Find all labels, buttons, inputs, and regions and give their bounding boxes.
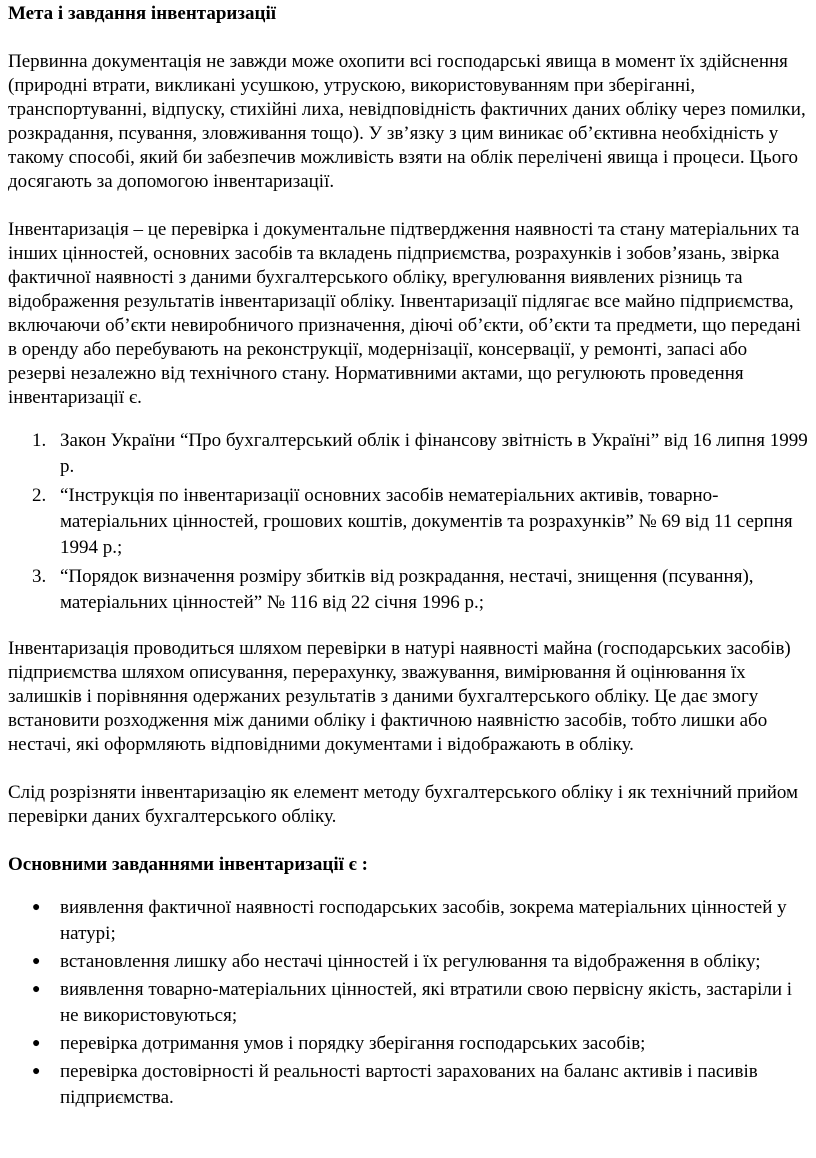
list-item-text: Закон України “Про бухгалтерський облік і фінансову звітність в Україні” від 16 липня 1999 р.	[60, 430, 808, 477]
bullet-icon: ●	[32, 1064, 41, 1079]
paragraph-inventory-definition: Інвентаризація – це перевірка і документальне підтвердження наявності та стану матеріальних та інших цінностей, основних засобів та вкладень підприємства, розрахунків і зобов’язань, звірка фактичної наявності з даними бухгалтерського обліку, врегулювання виявлених різниць та відображення результатів інвентаризації обліку. Інвентаризації підлягає все майно підприємства, включаючи об’єкти невиробничого призначення, діючі об’єкти, об’єкти та предмети, що передані в оренду або перебувають на реконструкції, модернізації, консервації, у ремонті, запасі або резерві незалежно від технічного стану. Нормативними актами, що регулюють проведення інвентаризації є.	[8, 219, 801, 408]
list-item-number: 3.	[32, 566, 47, 587]
list-item	[8, 949, 808, 975]
list-item-text: встановлення лишку або нестачі цінностей і їх регулювання та відображення в обліку;	[60, 951, 761, 972]
document-title: Мета і завдання інвентаризації	[8, 3, 277, 24]
bullet-icon: ●	[32, 954, 41, 969]
list-item	[8, 1059, 808, 1111]
bullet-icon: ●	[32, 900, 41, 915]
list-item-text: виявлення товарно-матеріальних цінностей, які втратили свою первісну якість, застаріли і не використовуються;	[60, 979, 793, 1026]
list-item-text: “Інструкція по інвентаризації основних засобів нематеріальних активів, товарно-матеріальних цінностей, грошових коштів, документів та розрахунків” № 69 від 11 серпня 1994 р.;	[60, 485, 793, 558]
list-item-text: перевірка достовірності й реальності вартості зарахованих на баланс активів і пасивів підприємства.	[60, 1061, 758, 1108]
list-item	[8, 564, 808, 616]
list-item-number: 1.	[32, 430, 47, 451]
tasks-heading: Основними завданнями інвентаризації є :	[8, 854, 368, 875]
paragraph-primary-documentation: Первинна документація не завжди може охопити всі господарські явища в момент їх здійснення (природні втрати, викликані усушкою, утрускою, використовуванням при зберіганні, транспортуванні, відпуску, стихійні лиха, невідповідність фактичних даних обліку через помилки, розкрадання, псування, зловживання тощо). У зв’язку з цим виникає об’єктивна необхідність у такому способі, який би забезпечив можливість взяти на облік перелічені явища і процеси. Цього досягають за допомогою інвентаризації.	[8, 51, 806, 192]
bullet-icon: ●	[32, 982, 41, 997]
list-item	[8, 895, 808, 947]
list-item-text: виявлення фактичної наявності господарських засобів, зокрема матеріальних цінностей у натурі;	[60, 897, 787, 944]
regulations-list	[8, 428, 808, 616]
list-item	[8, 1031, 808, 1057]
list-item-text: “Порядок визначення розміру збитків від розкрадання, нестачі, знищення (псування), матеріальних цінностей” № 116 від 22 січня 1996 р.;	[60, 566, 754, 613]
list-item-text: перевірка дотримання умов і порядку зберігання господарських засобів;	[60, 1033, 646, 1054]
list-item	[8, 428, 808, 480]
bullet-icon: ●	[32, 1036, 41, 1051]
paragraph-inventory-procedure: Інвентаризація проводиться шляхом перевірки в натурі наявності майна (господарських засобів) підприємства шляхом описування, перерахунку, зважування, вимірювання й оцінювання їх залишків і порівняння одержаних результатів з даними бухгалтерського обліку. Це дає змогу встановити розходження між даними обліку і фактичною наявністю засобів, тобто лишки або нестачі, які оформляють відповідними документами і відображають в обліку.	[8, 638, 791, 755]
tasks-list	[8, 895, 808, 1111]
paragraph-inventory-distinction: Слід розрізняти інвентаризацію як елемент методу бухгалтерського обліку і як технічний прийом перевірки даних бухгалтерського обліку.	[8, 782, 799, 827]
list-item	[8, 483, 808, 561]
list-item-number: 2.	[32, 485, 47, 506]
list-item	[8, 977, 808, 1029]
